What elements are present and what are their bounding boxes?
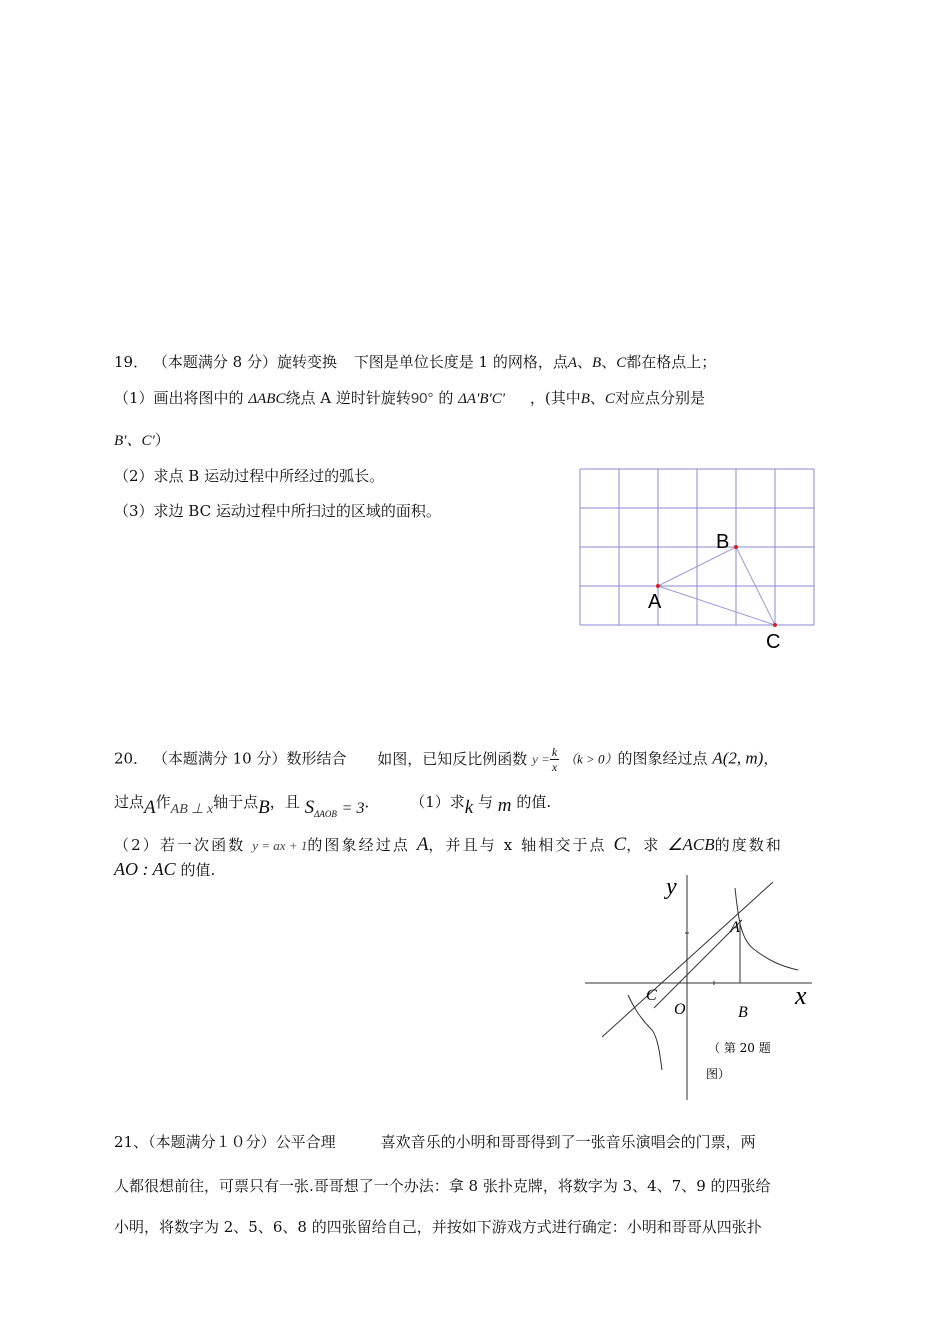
q20-text: 作 [155,793,171,811]
q20-line-1 [114,745,778,774]
q20-meta: （本题满分 10 分）数形结合 [152,749,347,768]
q20-label-y: y [666,874,677,900]
q20-angle-acb: ∠ACB [667,835,715,854]
q19-part3: （3）求边 BC 运动过程中所扫过的区域的面积。 [114,502,441,520]
q20-number: 20． [114,749,149,768]
q19-part1-text: 的 [438,389,454,407]
q19-label-b: B [716,531,730,553]
q19-sep: 、 [601,353,617,371]
q20-point-c: C [613,834,627,855]
q19-point-b: B [592,355,602,371]
q19-point-c: C [616,355,627,371]
q21-line-1: 21、（本题满分１０分）公平合理 喜欢音乐的小明和哥哥得到了一张音乐演唱会的门票，两 [114,1133,756,1151]
q19-point-b-dot [734,545,738,549]
q20-text: 过点 [114,793,145,811]
q20-point-b: B [258,797,270,818]
q20-area-value: = 3 [341,800,365,817]
q19-angle: 90° [410,390,434,407]
q20-ratio: AO : AC [114,859,176,879]
q20-fraction-denominator: x [551,760,558,774]
q19-corresponding-points: B′、C′ [114,433,155,449]
q20-perpendicular: AB ⊥ x [170,802,214,817]
q19-point-c: C [604,391,615,407]
q19-part1-text: 绕点 A 逆时针旋转 [285,389,411,407]
q19-grid [580,469,814,625]
q19-part1-cont [114,429,170,450]
q20-text: ，并且与 x 轴相交于点 [428,836,607,854]
q19-intro-end: 都在格点上； [626,353,717,371]
q19-triangle: ΔABC [248,391,286,407]
q20-label-b: B [738,1004,748,1021]
q20-line-oa [654,920,742,1008]
q20-line-3 [114,834,783,856]
q19-sep: 、 [589,389,605,407]
q19-point-a-dot [656,584,660,588]
q20-intro: 如图，已知反比例函数 [377,749,528,768]
q21-line-2: 人都很想前往，可票只有一张.哥哥想了一个办法：拿 8 张扑克牌，将数字为 3、4、7、9 的四张给 [114,1177,771,1195]
q20-comma: ， [763,749,779,768]
q20-label-a: A [730,919,740,936]
q20-text: ，且 [269,793,300,811]
q19-line-1 [114,351,716,372]
q19-label-a: A [648,591,662,613]
q19-label-c: C [766,631,781,653]
q21-line-3: 小明，将数字为 2、5、6、8 的四张留给自己，并按如下游戏方式进行确定：小明和哥哥从四张扑 [114,1218,762,1236]
q20-point-a: A [144,797,156,818]
q20-function-y: y = [532,751,550,767]
q20-text: 的图象经过点 [307,836,410,854]
q20-linear-function: y = ax + 1 [252,838,308,853]
q20-text: 的度数和 [714,836,784,854]
q20-hyperbola-branch-1 [735,888,798,970]
q20-label-x: x [795,981,807,1010]
q20-part1: （1）求 [410,793,465,811]
q19-point-b: B [580,391,590,407]
q20-area-symbol: S [304,797,315,818]
q19-part1-text: 对应点分别是 [614,389,705,407]
q20-text: ，求 [626,836,661,854]
q20-text: ． [364,793,380,811]
q19-sep: 、 [577,353,593,371]
q20-hyperbola-branch-2 [628,995,662,1070]
q19-part1 [114,387,705,408]
q20-coordinate-figure [580,870,830,1110]
q20-intro: 的图象经过点 [617,749,708,768]
q20-fraction [550,745,559,774]
q19-part2: （2）求点 B 运动过程中所经过的弧长。 [114,467,385,485]
q20-caption-line-2: 图） [706,1067,731,1081]
q19-point-c-dot [773,623,777,627]
q19-part1-text: （1）画出将图中的 [114,389,244,407]
q20-text: 与 [478,793,494,811]
q20-point-a: A(2, m) [712,748,764,768]
q20-text: 的值. [516,793,552,811]
q20-caption-line-1: （ 第 20 题 [708,1041,771,1055]
q19-part1-text: ） [154,431,170,449]
q20-text: 轴于点 [213,793,259,811]
q20-k: k [464,797,474,818]
q19-part1-text: ，(其中 [529,389,581,407]
q20-point-a: A [416,834,429,855]
q20-label-c: C [646,987,657,1004]
q19-grid-figure [570,460,840,660]
q19-point-a: A [567,355,578,371]
q20-condition: （k > 0） [563,751,618,767]
q19-intro: 下图是单位长度是 1 的网格，点 [353,353,568,371]
q19-meta: （本题满分 8 分）旋转变换 [152,353,337,371]
q19-number: 19． [114,353,149,371]
q20-area-subscript: ΔAOB [314,809,337,819]
q20-label-o: O [674,1001,686,1018]
q20-line-4 [114,859,215,880]
q20-fraction-numerator: k [551,745,558,759]
q20-m: m [497,795,512,816]
q20-text: 的值. [180,861,216,879]
q19-triangle-rotated: ΔA′B′C′ [458,391,506,407]
q20-part2: （2）若一次函数 [114,836,246,854]
